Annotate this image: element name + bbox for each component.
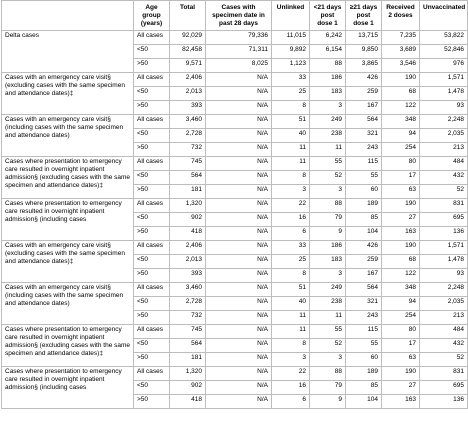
value-cell: 8,025 [206, 58, 272, 72]
value-cell: 22 [272, 366, 310, 380]
value-cell: 93 [420, 268, 468, 282]
value-cell: 3,546 [382, 58, 420, 72]
value-cell: 1,320 [170, 198, 206, 212]
value-cell: 2,013 [170, 86, 206, 100]
value-cell: 732 [170, 142, 206, 156]
value-cell: 321 [346, 128, 382, 142]
value-cell: 163 [382, 226, 420, 240]
value-cell: 254 [382, 142, 420, 156]
value-cell: 136 [420, 226, 468, 240]
value-cell: 52 [420, 184, 468, 198]
value-cell: 2,728 [170, 128, 206, 142]
value-cell: 52,846 [420, 44, 468, 58]
value-cell: 564 [170, 170, 206, 184]
value-cell: 9,850 [346, 44, 382, 58]
age-group-cell: All cases [134, 282, 170, 296]
value-cell: 8 [272, 170, 310, 184]
value-cell: 55 [310, 156, 346, 170]
value-cell: 40 [272, 128, 310, 142]
value-cell: 55 [310, 324, 346, 338]
value-cell: 94 [382, 128, 420, 142]
value-cell: 60 [346, 352, 382, 366]
value-cell: N/A [206, 212, 272, 226]
age-group-cell: <50 [134, 86, 170, 100]
value-cell: N/A [206, 72, 272, 86]
value-cell: N/A [206, 254, 272, 268]
value-cell: 79 [310, 380, 346, 394]
value-cell: 393 [170, 268, 206, 282]
value-cell: 16 [272, 212, 310, 226]
value-cell: 51 [272, 282, 310, 296]
value-cell: 68 [382, 86, 420, 100]
value-cell: 2,728 [170, 296, 206, 310]
age-group-cell: <50 [134, 254, 170, 268]
age-group-cell: <50 [134, 44, 170, 58]
age-group-cell: All cases [134, 366, 170, 380]
value-cell: N/A [206, 240, 272, 254]
table-row [2, 324, 468, 338]
value-cell: 564 [346, 282, 382, 296]
value-cell: 1,478 [420, 86, 468, 100]
header-cell: Total [170, 1, 206, 31]
age-group-cell: All cases [134, 30, 170, 44]
value-cell: 3,460 [170, 114, 206, 128]
value-cell: 902 [170, 212, 206, 226]
value-cell: 8 [272, 268, 310, 282]
case-category-label: Cases with an emergency care visit§ (including cases with the same specimen and attendance dates) [2, 114, 134, 156]
value-cell: 745 [170, 324, 206, 338]
value-cell: 484 [420, 156, 468, 170]
value-cell: 418 [170, 226, 206, 240]
value-cell: 695 [420, 212, 468, 226]
value-cell: 136 [420, 394, 468, 408]
value-cell: 63 [382, 352, 420, 366]
age-group-cell: All cases [134, 198, 170, 212]
value-cell: 745 [170, 156, 206, 170]
value-cell: N/A [206, 86, 272, 100]
value-cell: 2,013 [170, 254, 206, 268]
age-group-cell: All cases [134, 114, 170, 128]
value-cell: 88 [310, 58, 346, 72]
value-cell: N/A [206, 394, 272, 408]
value-cell: 7,235 [382, 30, 420, 44]
age-group-cell: <50 [134, 128, 170, 142]
value-cell: 88 [310, 198, 346, 212]
value-cell: 8 [272, 338, 310, 352]
age-group-cell: >50 [134, 226, 170, 240]
value-cell: 183 [310, 86, 346, 100]
age-group-cell: >50 [134, 58, 170, 72]
value-cell: 348 [382, 114, 420, 128]
value-cell: 167 [346, 100, 382, 114]
table-header-row [2, 1, 468, 31]
value-cell: 259 [346, 86, 382, 100]
value-cell: 2,406 [170, 72, 206, 86]
value-cell: 181 [170, 184, 206, 198]
value-cell: 68 [382, 254, 420, 268]
value-cell: 3 [310, 352, 346, 366]
value-cell: 695 [420, 380, 468, 394]
value-cell: 6,154 [310, 44, 346, 58]
value-cell: 115 [346, 324, 382, 338]
table-row [2, 72, 468, 86]
value-cell: 1,571 [420, 240, 468, 254]
value-cell: 11 [272, 142, 310, 156]
value-cell: 80 [382, 324, 420, 338]
value-cell: 92,029 [170, 30, 206, 44]
value-cell: N/A [206, 380, 272, 394]
value-cell: 11 [310, 142, 346, 156]
value-cell: 259 [346, 254, 382, 268]
age-group-cell: >50 [134, 310, 170, 324]
value-cell: 249 [310, 114, 346, 128]
value-cell: 186 [310, 72, 346, 86]
value-cell: 93 [420, 100, 468, 114]
value-cell: 3 [272, 184, 310, 198]
value-cell: 22 [272, 198, 310, 212]
value-cell: 115 [346, 156, 382, 170]
value-cell: 33 [272, 240, 310, 254]
value-cell: 6,242 [310, 30, 346, 44]
header-cell: <21 days post dose 1 [310, 1, 346, 31]
value-cell: 55 [346, 338, 382, 352]
age-group-cell: >50 [134, 352, 170, 366]
value-cell: 564 [346, 114, 382, 128]
age-group-cell: All cases [134, 240, 170, 254]
header-cell: ≥21 days post dose 1 [346, 1, 382, 31]
value-cell: 249 [310, 282, 346, 296]
age-group-cell: <50 [134, 212, 170, 226]
table-row [2, 114, 468, 128]
case-category-label: Cases where presentation to emergency care resulted in overnight inpatient admission§ (including cases [2, 198, 134, 240]
value-cell: 55 [346, 170, 382, 184]
value-cell: 432 [420, 170, 468, 184]
value-cell: N/A [206, 114, 272, 128]
value-cell: 190 [382, 72, 420, 86]
age-group-cell: All cases [134, 72, 170, 86]
value-cell: 254 [382, 310, 420, 324]
value-cell: N/A [206, 352, 272, 366]
header-cell [2, 1, 134, 31]
value-cell: 186 [310, 240, 346, 254]
case-category-label: Cases with an emergency care visit§ (excluding cases with the same specimen and attendance dates)‡ [2, 72, 134, 114]
value-cell: N/A [206, 100, 272, 114]
value-cell: 243 [346, 142, 382, 156]
age-group-cell: <50 [134, 380, 170, 394]
value-cell: 238 [310, 128, 346, 142]
age-group-cell: <50 [134, 296, 170, 310]
value-cell: N/A [206, 282, 272, 296]
value-cell: 27 [382, 212, 420, 226]
value-cell: 11 [272, 324, 310, 338]
value-cell: 321 [346, 296, 382, 310]
value-cell: 104 [346, 394, 382, 408]
case-category-label: Delta cases [2, 30, 134, 72]
case-category-label: Cases with an emergency care visit§ (including cases with the same specimen and attendance dates) [2, 282, 134, 324]
value-cell: 52 [310, 338, 346, 352]
value-cell: 348 [382, 282, 420, 296]
value-cell: 426 [346, 72, 382, 86]
value-cell: 122 [382, 100, 420, 114]
value-cell: 6 [272, 394, 310, 408]
value-cell: 104 [346, 226, 382, 240]
value-cell: 51 [272, 114, 310, 128]
value-cell: 60 [346, 184, 382, 198]
value-cell: 167 [346, 268, 382, 282]
case-category-label: Cases with an emergency care visit§ (excluding cases with the same specimen and attendance dates)‡ [2, 240, 134, 282]
value-cell: 2,035 [420, 128, 468, 142]
value-cell: 9,892 [272, 44, 310, 58]
value-cell: 63 [382, 184, 420, 198]
value-cell: N/A [206, 170, 272, 184]
value-cell: 16 [272, 380, 310, 394]
value-cell: 25 [272, 86, 310, 100]
value-cell: 17 [382, 170, 420, 184]
value-cell: N/A [206, 142, 272, 156]
value-cell: 53,822 [420, 30, 468, 44]
value-cell: 2,035 [420, 296, 468, 310]
value-cell: 3,865 [346, 58, 382, 72]
value-cell: 3,460 [170, 282, 206, 296]
value-cell: 564 [170, 338, 206, 352]
value-cell: 732 [170, 310, 206, 324]
value-cell: 484 [420, 324, 468, 338]
value-cell: 2,248 [420, 282, 468, 296]
value-cell: 243 [346, 310, 382, 324]
case-category-label: Cases where presentation to emergency care resulted in overnight inpatient admission§ (including cases [2, 366, 134, 408]
value-cell: 902 [170, 380, 206, 394]
value-cell: 393 [170, 100, 206, 114]
value-cell: N/A [206, 128, 272, 142]
value-cell: 79 [310, 212, 346, 226]
value-cell: N/A [206, 296, 272, 310]
value-cell: 163 [382, 394, 420, 408]
value-cell: 52 [420, 352, 468, 366]
value-cell: 11 [272, 156, 310, 170]
value-cell: 1,123 [272, 58, 310, 72]
table-row [2, 240, 468, 254]
value-cell: 88 [310, 366, 346, 380]
value-cell: 9 [310, 394, 346, 408]
value-cell: 3,689 [382, 44, 420, 58]
value-cell: 2,406 [170, 240, 206, 254]
value-cell: 80 [382, 156, 420, 170]
table-row [2, 198, 468, 212]
age-group-cell: All cases [134, 324, 170, 338]
age-group-cell: >50 [134, 268, 170, 282]
value-cell: 71,311 [206, 44, 272, 58]
age-group-cell: <50 [134, 170, 170, 184]
value-cell: N/A [206, 156, 272, 170]
header-cell: Age group (years) [134, 1, 170, 31]
value-cell: 976 [420, 58, 468, 72]
value-cell: 190 [382, 240, 420, 254]
age-group-cell: >50 [134, 184, 170, 198]
value-cell: 13,715 [346, 30, 382, 44]
value-cell: 213 [420, 310, 468, 324]
table-row [2, 156, 468, 170]
value-cell: 3 [310, 100, 346, 114]
value-cell: 189 [346, 366, 382, 380]
value-cell: 213 [420, 142, 468, 156]
age-group-cell: All cases [134, 156, 170, 170]
value-cell: 82,458 [170, 44, 206, 58]
value-cell: 17 [382, 338, 420, 352]
table-row [2, 282, 468, 296]
case-category-label: Cases where presentation to emergency care resulted in overnight inpatient admission§ (excluding cases with the same specimen and attendance dates)‡ [2, 324, 134, 366]
value-cell: N/A [206, 324, 272, 338]
value-cell: 1,320 [170, 366, 206, 380]
age-group-cell: >50 [134, 100, 170, 114]
value-cell: 85 [346, 380, 382, 394]
value-cell: 1,478 [420, 254, 468, 268]
value-cell: 190 [382, 198, 420, 212]
age-group-cell: >50 [134, 142, 170, 156]
value-cell: 3 [310, 184, 346, 198]
value-cell: 1,571 [420, 72, 468, 86]
value-cell: N/A [206, 268, 272, 282]
age-group-cell: <50 [134, 338, 170, 352]
value-cell: 94 [382, 296, 420, 310]
value-cell: 8 [272, 100, 310, 114]
header-cell: Unvaccinated [420, 1, 468, 31]
value-cell: 40 [272, 296, 310, 310]
value-cell: 2,248 [420, 114, 468, 128]
header-cell: Received 2 doses [382, 1, 420, 31]
value-cell: 190 [382, 366, 420, 380]
header-cell: Unlinked [272, 1, 310, 31]
value-cell: N/A [206, 226, 272, 240]
value-cell: 11,015 [272, 30, 310, 44]
value-cell: 189 [346, 198, 382, 212]
value-cell: 831 [420, 366, 468, 380]
value-cell: 181 [170, 352, 206, 366]
value-cell: N/A [206, 310, 272, 324]
value-cell: 9,571 [170, 58, 206, 72]
value-cell: 9 [310, 226, 346, 240]
value-cell: 25 [272, 254, 310, 268]
vaccination-status-table [1, 0, 468, 409]
value-cell: 6 [272, 226, 310, 240]
value-cell: 79,336 [206, 30, 272, 44]
value-cell: N/A [206, 198, 272, 212]
value-cell: N/A [206, 366, 272, 380]
value-cell: N/A [206, 338, 272, 352]
value-cell: 3 [310, 268, 346, 282]
value-cell: 11 [272, 310, 310, 324]
value-cell: 3 [272, 352, 310, 366]
value-cell: 426 [346, 240, 382, 254]
header-cell: Cases with specimen date in past 28 days [206, 1, 272, 31]
value-cell: 52 [310, 170, 346, 184]
table-row [2, 366, 468, 380]
value-cell: 33 [272, 72, 310, 86]
value-cell: 432 [420, 338, 468, 352]
value-cell: 27 [382, 380, 420, 394]
value-cell: N/A [206, 184, 272, 198]
value-cell: 418 [170, 394, 206, 408]
table-row [2, 30, 468, 44]
value-cell: 238 [310, 296, 346, 310]
value-cell: 122 [382, 268, 420, 282]
value-cell: 11 [310, 310, 346, 324]
value-cell: 831 [420, 198, 468, 212]
value-cell: 85 [346, 212, 382, 226]
case-category-label: Cases where presentation to emergency care resulted in overnight inpatient admission§ (excluding cases with the same specimen and attendance dates)‡ [2, 156, 134, 198]
value-cell: 183 [310, 254, 346, 268]
age-group-cell: >50 [134, 394, 170, 408]
